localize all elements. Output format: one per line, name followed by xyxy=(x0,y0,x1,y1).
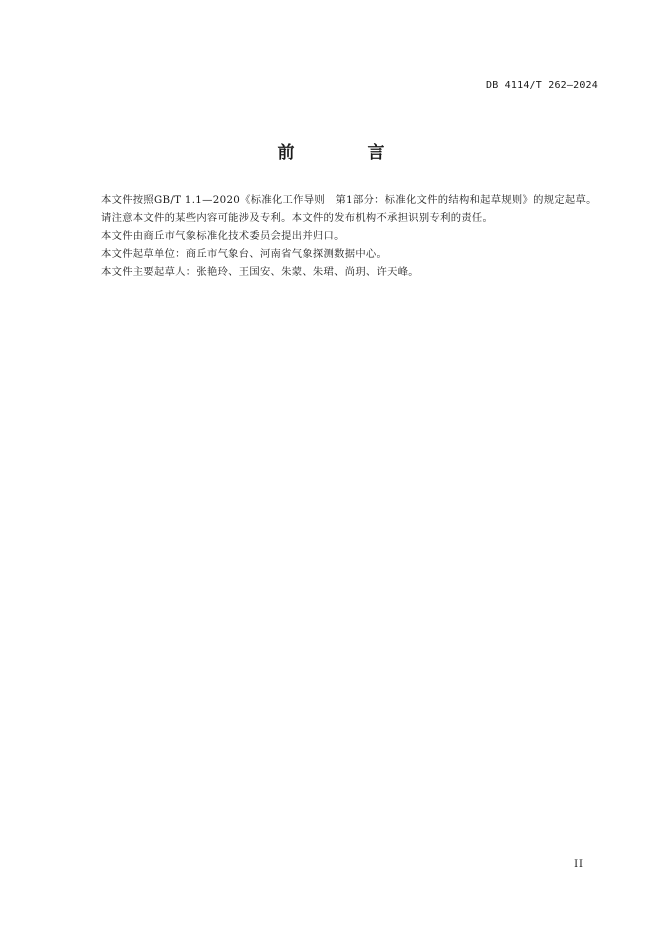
page-number: II xyxy=(574,859,584,870)
paragraph-patent-notice: 请注意本文件的某些内容可能涉及专利。本文件的发布机构不承担识别专利的责任。 xyxy=(101,212,494,224)
paragraph-drafting-units: 本文件起草单位：商丘市气象台、河南省气象探测数据中心。 xyxy=(101,248,388,260)
foreword-body xyxy=(80,191,602,281)
standard-code: DB 4114/T 262—2024 xyxy=(486,80,598,91)
page-title: 前 言 xyxy=(277,143,413,163)
paragraph-drafting-basis: 本文件按照GB/T 1.1—2020《标准化工作导则 第1部分：标准化文件的结构和起草规则》的规定起草。 xyxy=(101,194,597,206)
paragraph-drafters: 本文件主要起草人：张艳玲、王国安、朱蒙、朱珺、尚玥、许天峰。 xyxy=(101,266,419,278)
paragraph-proposer: 本文件由商丘市气象标准化技术委员会提出并归口。 xyxy=(101,230,345,242)
